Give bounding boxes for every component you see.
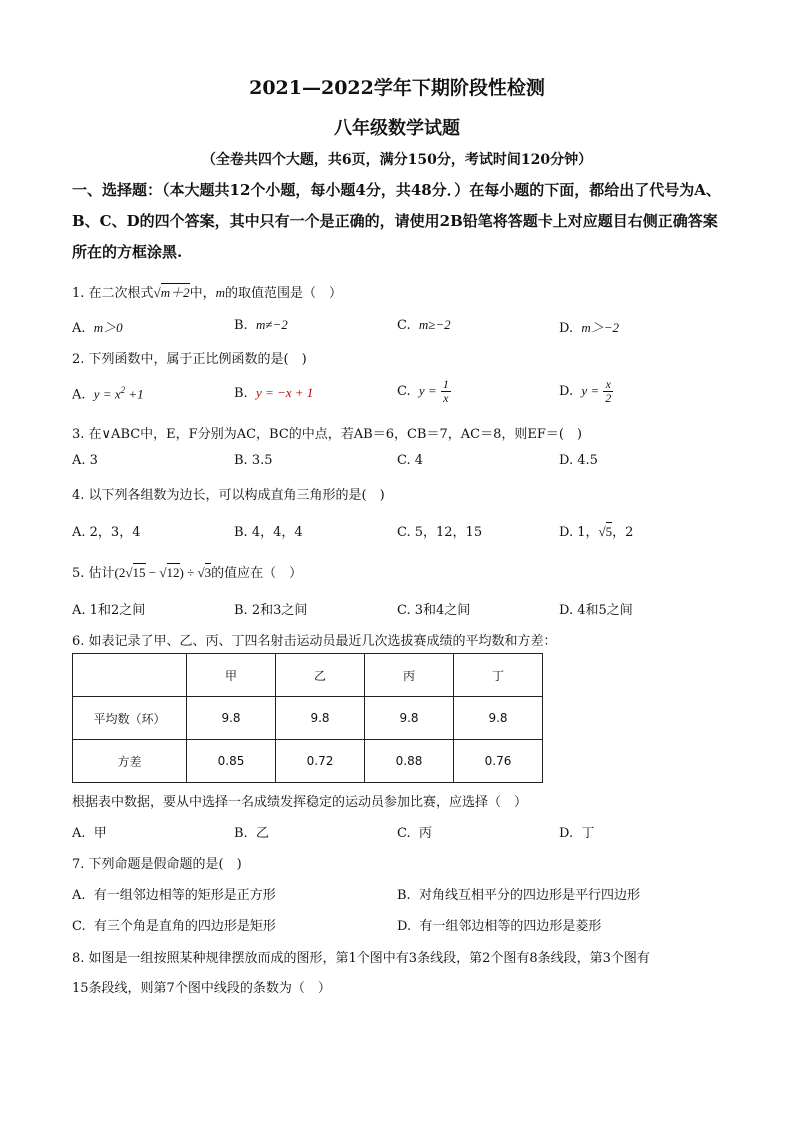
q1-option-d: D. m＞−2: [559, 320, 620, 336]
question-7-stem: 7. 下列命题是假命题的是( ): [72, 857, 242, 872]
table-header-cell: 丙: [365, 654, 454, 697]
table-header-cell: [73, 654, 187, 697]
table-header-row: [73, 654, 543, 697]
q1-pre: 1. 在二次根式: [72, 286, 154, 301]
radical-sign: √: [598, 524, 606, 539]
q6-option-c: C. 丙: [397, 826, 432, 841]
table-header-cell: 丁: [454, 654, 543, 697]
table-header-cell: 甲: [187, 654, 276, 697]
q4-option-b: B. 4，4，4: [234, 525, 303, 540]
q5-option-b: B. 2和3之间: [234, 603, 308, 618]
table-cell: 9.8: [454, 697, 543, 740]
q5-option-c: C. 3和4之间: [397, 603, 471, 618]
question-8-line1: 8. 如图是一组按照某种规律摆放而成的图形，第1个图中有3条线段，第2个图有8条线段，第3个图有: [72, 951, 650, 966]
score-table: [72, 653, 543, 783]
exam-title: 2021—2022学年下期阶段性检测: [249, 77, 545, 99]
q3-option-b: B. 3.5: [234, 453, 273, 468]
q5-option-d: D. 4和5之间: [559, 603, 633, 618]
table-header-cell: 乙: [276, 654, 365, 697]
q4-option-d: D. 1，√5，2: [559, 524, 634, 540]
q1-post2: 的取值范围是（ ）: [224, 286, 342, 301]
question-6-followup: 根据表中数据，要从中选择一名成绩发挥稳定的运动员参加比赛，应选择（ ）: [72, 795, 528, 810]
q7-option-d: D. 有一组邻边相等的四边形是菱形: [397, 919, 602, 934]
table-cell: 0.72: [276, 740, 365, 783]
question-6-stem: 6. 如表记录了甲、乙、丙、丁四名射击运动员最近几次选拔赛成绩的平均数和方差：: [72, 634, 557, 649]
q7-option-c: C. 有三个角是直角的四边形是矩形: [72, 919, 276, 934]
question-4-stem: 4. 以下列各组数为边长，可以构成直角三角形的是( ): [72, 488, 385, 503]
table-cell: 平均数（环）: [73, 697, 187, 740]
radical-sign: √: [197, 565, 205, 580]
question-8-line2: 15条段线，则第7个图中线段的条数为（ ）: [72, 981, 331, 996]
table-cell: 0.88: [365, 740, 454, 783]
q3-option-d: D. 4.5: [559, 453, 598, 468]
table-cell: 9.8: [365, 697, 454, 740]
q2-option-c: C. y = $\frac{1}{x}$: [397, 377, 449, 405]
table-row: [73, 697, 543, 740]
radical-sign: √: [159, 565, 167, 580]
radical-sign: √: [153, 285, 161, 300]
question-3-stem: 3. 在∨ABC中，E，F分别为AC，BC的中点，若AB＝6，CB＝7，AC＝8，则EF＝( ): [72, 427, 583, 442]
exam-subtitle: 八年级数学试题: [334, 118, 460, 139]
q1-option-a: A. m＞0: [72, 320, 123, 336]
question-1-stem: [72, 282, 342, 301]
q7-option-b: B. 对角线互相平分的四边形是平行四边形: [397, 888, 640, 903]
q1-option-b: B. m≠−2: [234, 317, 288, 333]
section-heading: 一、选择题：（本大题共12个小题，每小题4分，共48分．）在每小题的下面，都给出了代号为A、B、C、D的四个答案，其中只有一个是正确的，请使用2B铅笔将答题卡上对应题目右侧正确答案所在的方框涂黑.: [72, 181, 721, 261]
q2-option-a: A. $y = x^2 +1$: [72, 385, 144, 403]
q1-post: 中，: [189, 286, 216, 301]
question-2-stem: 2. 下列函数中，属于正比例函数的是( ): [72, 352, 307, 367]
question-5-stem: 5. 估计(2√15 − √12) ÷ √3的值应在（ ）: [72, 565, 303, 581]
q1-option-c: C. m≥−2: [397, 317, 451, 333]
q6-option-a: A. 甲: [72, 826, 107, 841]
q4-option-a: A. 2，3，4: [72, 525, 141, 540]
radical-sign: √: [125, 565, 133, 580]
table-row: [73, 740, 543, 783]
q6-option-d: D. 丁: [559, 826, 595, 841]
exam-info: （全卷共四个大题，共6页，满分150分，考试时间120分钟）: [201, 152, 593, 168]
table-cell: 9.8: [276, 697, 365, 740]
q2-option-d: D. y = $\frac{x}{2}$: [559, 377, 612, 405]
q6-option-b: B. 乙: [234, 826, 269, 841]
q4-option-c: C. 5，12，15: [397, 525, 483, 540]
q2-option-b: B. y = −x + 1: [234, 385, 314, 401]
q5-option-a: A. 1和2之间: [72, 603, 146, 618]
table-cell: 0.85: [187, 740, 276, 783]
q3-option-a: A. 3: [72, 453, 98, 468]
q1-radicand: m＋2: [160, 285, 190, 300]
q7-option-a: A. 有一组邻边相等的矩形是正方形: [72, 888, 276, 903]
q3-option-c: C. 4: [397, 453, 424, 468]
table-cell: 0.76: [454, 740, 543, 783]
q1-var: m: [215, 285, 225, 300]
table-cell: 9.8: [187, 697, 276, 740]
table-cell: 方差: [73, 740, 187, 783]
